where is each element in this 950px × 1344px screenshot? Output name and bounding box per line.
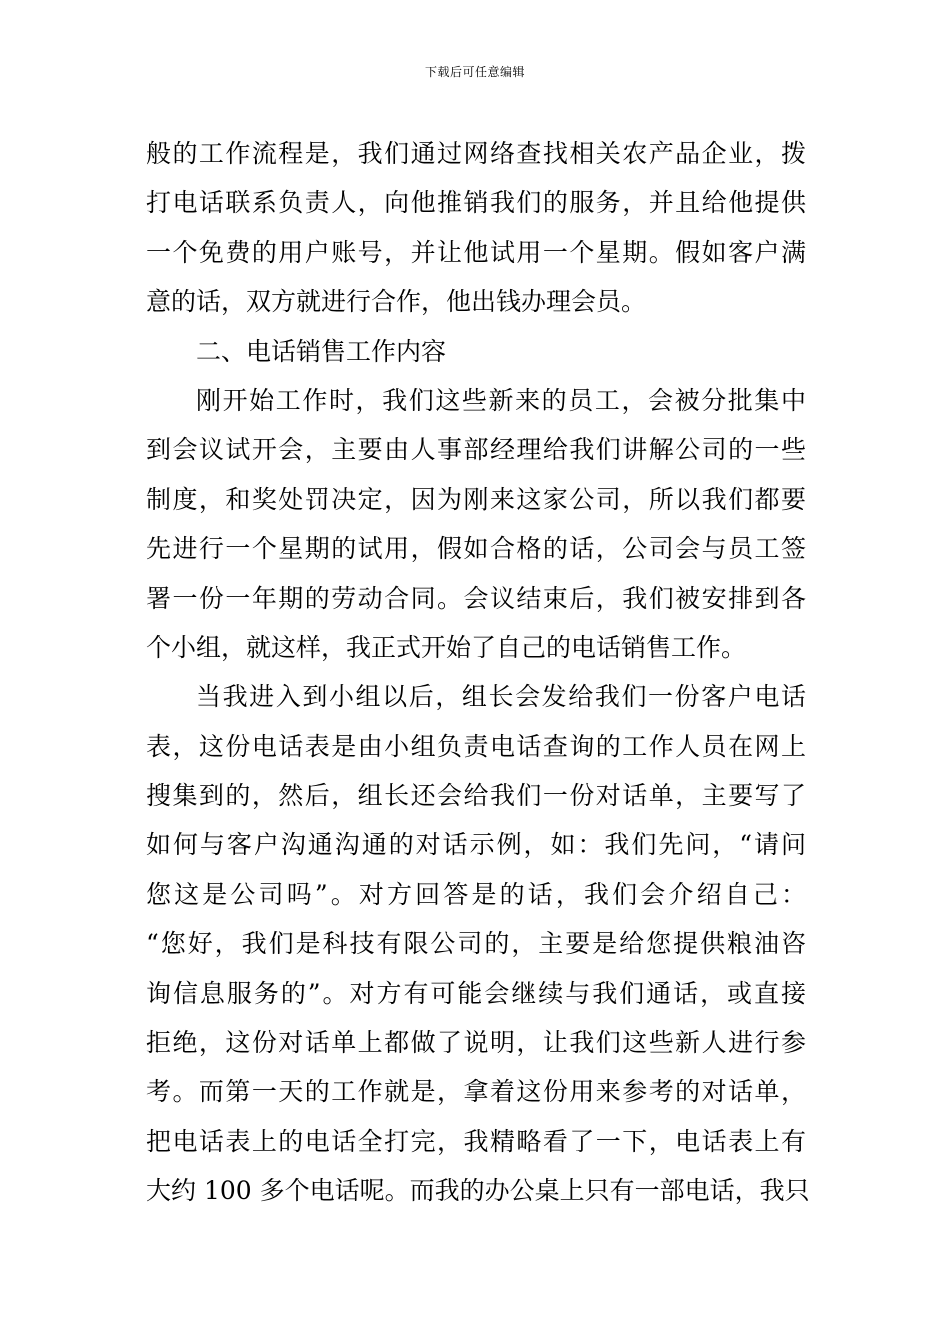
text-line: 大约 100 多个电话呢。而我的办公桌上只有一部电话，我只 <box>146 1176 810 1206</box>
text-line: 考。而第一天的工作就是，拿着这份用来参考的对话单， <box>146 1077 806 1107</box>
text-line: 搜集到的，然后，组长还会给我们一份对话单，主要写了 <box>146 781 806 811</box>
text-line: 个小组，就这样，我正式开始了自己的电话销售工作。 <box>146 632 747 662</box>
text-line: 先进行一个星期的试用，假如合格的话，公司会与员工签 <box>146 534 806 564</box>
text-line: 如何与客户沟通沟通的对话示例，如：我们先问，“请问 <box>146 830 806 860</box>
text-line: 一个免费的用户账号，并让他试用一个星期。假如客户满 <box>146 237 806 267</box>
text-line: 打电话联系负责人，向他推销我们的服务，并且给他提供 <box>146 188 806 218</box>
text-line: 到会议试开会，主要由人事部经理给我们讲解公司的一些 <box>146 435 806 465</box>
document-body <box>146 129 810 1216</box>
text-line: 拒绝，这份对话单上都做了说明，让我们这些新人进行参 <box>146 1028 806 1058</box>
text-line: “您好，我们是科技有限公司的，主要是给您提供粮油咨 <box>146 929 806 959</box>
page-header: 下载后可任意编辑 <box>424 65 525 79</box>
text-line: 您这是公司吗”。对方回答是的话，我们会介绍自己： <box>146 879 806 909</box>
text-line: 制度，和奖处罚决定，因为刚来这家公司，所以我们都要 <box>146 484 806 514</box>
text-line: 刚开始工作时，我们这些新来的员工，会被分批集中 <box>196 385 806 415</box>
text-line: 般的工作流程是，我们通过网络查找相关农产品企业，拨 <box>146 139 806 168</box>
section-heading: 二、电话销售工作内容 <box>196 336 447 366</box>
text-line: 署一份一年期的劳动合同。会议结束后，我们被安排到各 <box>146 583 806 613</box>
text-line: 询信息服务的”。对方有可能会继续与我们通话，或直接 <box>146 978 806 1008</box>
text-line: 把电话表上的电话全打完，我精略看了一下，电话表上有 <box>146 1126 806 1156</box>
text-line: 表，这份电话表是由小组负责电话查询的工作人员在网上 <box>146 731 806 761</box>
text-line: 意的话，双方就进行合作，他出钱办理会员。 <box>146 287 647 317</box>
text-line: 当我进入到小组以后，组长会发给我们一份客户电话 <box>196 682 806 712</box>
